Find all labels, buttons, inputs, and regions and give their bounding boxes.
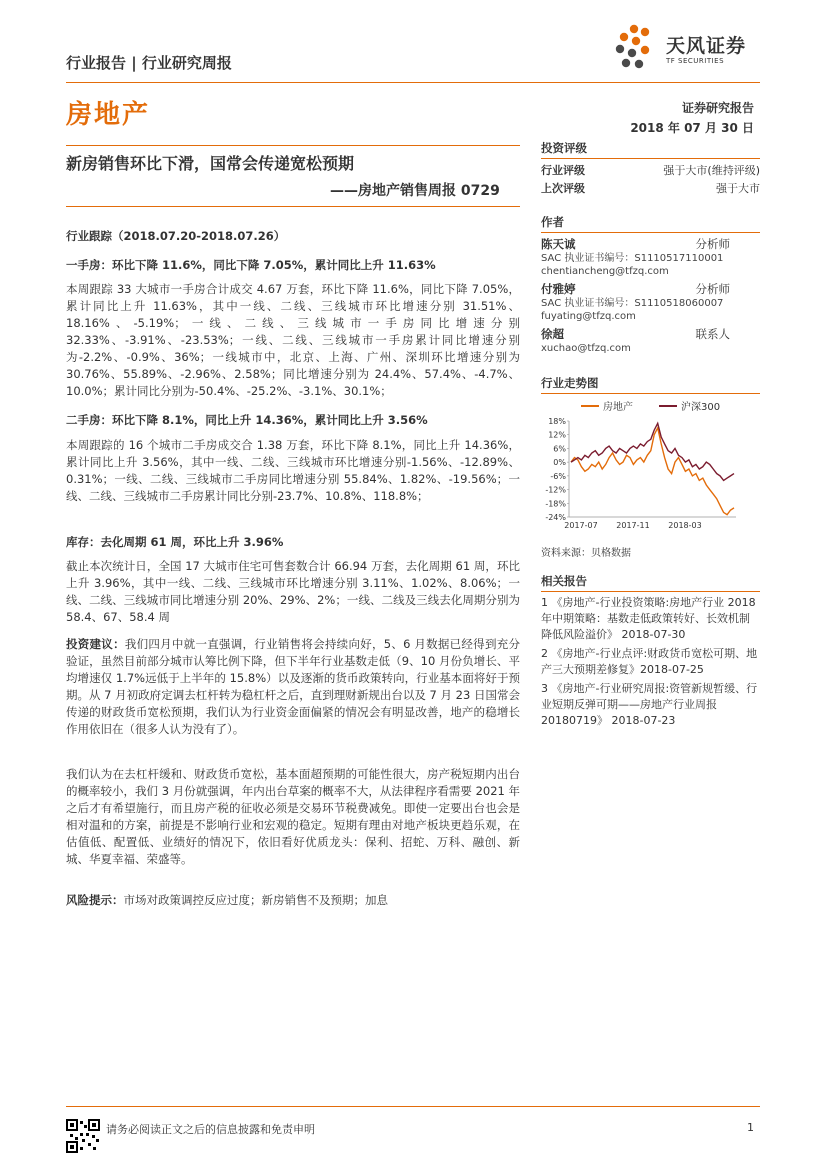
rating-panel — [541, 140, 760, 198]
outlook-body — [66, 766, 520, 868]
section-second-hand — [66, 412, 520, 429]
rating-row-previous — [541, 180, 760, 198]
x-tick-label: 2017-11 — [616, 521, 650, 530]
y-tick-label: 18% — [548, 417, 566, 426]
author-panel — [541, 214, 760, 355]
second-hand-heading: 二手房：环比下降 8.1%，同比上升 14.36%，累计同比上升 3.56% — [66, 413, 428, 427]
report-subtitle: ——房地产销售周报 0729 — [330, 183, 500, 199]
second-hand-body — [66, 437, 520, 505]
rating-row-current — [541, 162, 760, 180]
report-type: 证券研究报告 — [681, 101, 754, 115]
investment-advice — [66, 636, 520, 738]
related-report-item[interactable]: 3 《房地产-行业研究周报:资管新规暂缓、行业短期反弹可期——房地产行业周报 20180719》 2018-07-23 — [541, 682, 758, 727]
inventory-body — [66, 558, 520, 626]
track-heading — [66, 228, 520, 245]
x-tick-label: 2017-07 — [564, 521, 598, 530]
series-line — [571, 428, 734, 515]
author-email[interactable]: xuchao@tfzq.com — [541, 343, 631, 354]
trend-chart — [541, 395, 760, 540]
title-divider-bottom — [66, 206, 520, 207]
author-entry — [541, 326, 760, 355]
new-home-paragraph: 本周跟踪 33 大城市一手房合计成交 4.67 万套，环比下降 11.6%，同比下降 7.05%，累计同比上升 11.63%，其中一线、二线、三线城市环比增速分别 31.51%、18.16%、-5.19%；一线、二线、三线城市一手房同比增速分别 32.33%、-3.91%、-23.53%；一线、二线、三线城市一手房累计同比增速分别为-2.2%、-0.9%、36%；一线城市中，北京、上海、广州、深圳环比增速分别为 30.76%、55.89%、-2.96%、2.58%；同比增速分别为 24.4%、57.4%、-4.7%、10.0%；累计同比分别为-50.4%、-25.2%、-3.1%、30.1%； — [66, 282, 520, 398]
report-date: 2018 年 07 月 30 日 — [630, 121, 754, 135]
inventory-heading: 库存：去化周期 61 周，环比上升 3.96% — [66, 535, 284, 549]
logo-name: 天风证券 — [666, 35, 747, 57]
author-heading: 作者 — [541, 214, 760, 233]
author-email[interactable]: chentiancheng@tfzq.com — [541, 266, 669, 277]
chart-source: 资料来源：贝格数据 — [541, 548, 631, 559]
report-title: 新房销售环比下滑，国常会传递宽松预期 — [66, 154, 355, 173]
risk-label: 风险提示： — [66, 893, 124, 907]
outlook-paragraph: 我们认为在去杠杆缓和、财政货币宽松，基本面超预期的可能性很大，房产税短期内出台的概率较小，我们 3 月份就强调，年内出台草案的概率不大，从法律程序看需要 2021 年之后才有希望施行，而且房产税的征收必须是交易环节税费减免。即使一定要出台也会是相对温和的方案，前提是不影响行业和宏观的稳定。短期有理由对地产板块更趋乐观，在估值低、配置低、业绩好的情况下，依旧看好优质龙头：保利、招蛇、万科、融创、新城、华夏幸福、荣盛等。 — [66, 767, 520, 866]
author-name: 陈天诚 — [541, 237, 576, 251]
rating-key-previous: 上次评级 — [541, 182, 585, 195]
title-divider-top — [66, 145, 520, 146]
author-role: 分析师 — [695, 282, 730, 296]
y-tick-label: -24% — [545, 513, 566, 522]
legend-label: 房地产 — [603, 402, 633, 413]
rating-key-current: 行业评级 — [541, 164, 585, 177]
inventory-paragraph: 截止本次统计日，全国 17 大城市住宅可售套数合计 66.94 万套，去化周期 61 周，环比上升 3.96%，其中一线、二线、三线城市环比增速分别 3.11%、1.02%、8.06%；一线、二线、三线城市同比增速分别 20%、29%、2%；一线、二线及三线去化周期分别为 58.4、67、58.4 周 — [66, 559, 520, 624]
author-entry — [541, 281, 760, 323]
second-hand-paragraph: 本周跟踪的 16 个城市二手房成交合 1.38 万套，环比下降 8.1%，同比上升 14.36%，累计同比上升 3.56%，其中一线、二线、三线城市环比增速分别-1.56%、-12.89%、0.31%；一线、二线、三线城市二手房同比增速分别 55.84%、1.82%、-19.56%；一线、二线、三线城市二手房累计同比分别-23.7%、10.8%、118.8%； — [66, 438, 520, 503]
page-number: 1 — [747, 1121, 754, 1134]
y-tick-label: -6% — [550, 471, 566, 481]
author-sac: SAC 执业证书编号：S1110517110001 — [541, 253, 724, 264]
author-role: 分析师 — [695, 237, 730, 251]
rating-heading: 投资评级 — [541, 140, 760, 159]
author-email[interactable]: fuyating@tfzq.com — [541, 311, 636, 322]
industry-title: 房地产 — [66, 100, 151, 130]
logo-dots — [616, 25, 649, 68]
series-line — [571, 423, 734, 480]
investment-text: 我们四月中就一直强调，行业销售将会持续向好，5、6 月数据已经得到充分验证，虽然目前部分城市认筹比例下降，但下半年行业基数走低（9、10 月份负增长、平均增速仅 1.7%远低于上半年的 15.8%）以及逐渐的货币政策转向，行业基本面将好于预期。从 7 月初政府定调去杠杆转为稳杠杆之后，直到理财新规出台以及 7 月 23 日国常会传递的财政货币宽松预期，我们认为行业资金面偏紧的情况会有明显改善，地产的稳增长作用依旧在（很多人认为没有了）。 — [66, 637, 520, 736]
rating-value-current: 强于大市(维持评级) — [663, 164, 760, 177]
footer-notice: 请务必阅读正文之后的信息披露和免责申明 — [106, 1123, 315, 1136]
x-tick-label: 2018-03 — [668, 521, 702, 530]
rating-value-previous: 强于大市 — [716, 182, 760, 195]
author-role: 联系人 — [695, 327, 730, 341]
related-panel — [541, 573, 760, 729]
author-name: 付雅婷 — [541, 282, 576, 296]
author-name: 徐超 — [541, 327, 564, 341]
risk-text: 市场对政策调控反应过度；新房销售不及预期；加息 — [123, 893, 388, 907]
y-tick-label: 12% — [548, 430, 566, 440]
trend-panel — [541, 375, 760, 394]
legend-label: 沪深300 — [681, 402, 721, 413]
risk-note — [66, 892, 520, 909]
qr-code-icon — [66, 1119, 100, 1153]
related-report-item[interactable]: 2 《房地产-行业点评:财政货币宽松可期、地产三大预期差修复》2018-07-25 — [541, 647, 758, 676]
report-category: 行业报告 | 行业研究周报 — [66, 54, 232, 72]
new-home-heading: 一手房：环比下降 11.6%，同比下降 7.05%，累计同比上升 11.63% — [66, 258, 436, 272]
related-report-item[interactable]: 1 《房地产-行业投资策略:房地产行业 2018 年中期策略：基数走低政策转好、长效机制降低风险溢价》 2018-07-30 — [541, 596, 756, 641]
related-heading: 相关报告 — [541, 573, 760, 592]
new-home-body — [66, 281, 520, 400]
y-tick-label: 0% — [553, 458, 566, 468]
investment-label: 投资建议： — [66, 637, 125, 651]
author-sac: SAC 执业证书编号：S1110518060007 — [541, 298, 724, 309]
section-inventory — [66, 534, 520, 551]
header-divider — [66, 82, 760, 83]
footer-divider — [66, 1106, 760, 1107]
section-new-home — [66, 257, 520, 274]
y-tick-label: -12% — [545, 485, 566, 495]
trend-heading: 行业走势图 — [541, 375, 760, 394]
author-entry — [541, 236, 760, 278]
logo-english: TF SECURITIES — [666, 57, 725, 65]
y-tick-label: 6% — [553, 444, 566, 454]
y-tick-label: -18% — [545, 499, 566, 509]
track-heading-text: 行业跟踪（2018.07.20-2018.07.26） — [66, 229, 286, 243]
